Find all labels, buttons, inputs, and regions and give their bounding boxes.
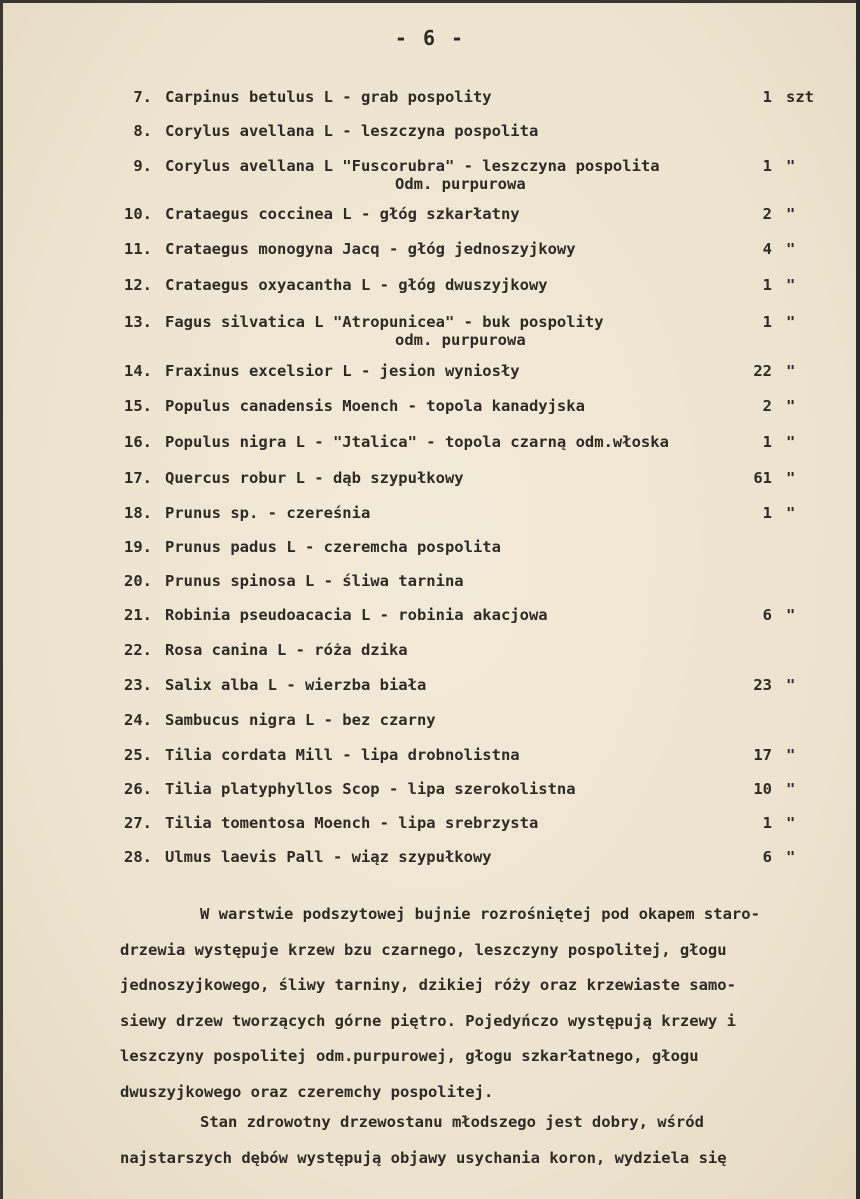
- quantity-unit: ": [786, 397, 796, 415]
- species-row: [0, 676, 860, 710]
- page-number: - 6 -: [394, 26, 466, 50]
- species-row: [0, 711, 860, 745]
- row-number: 11.: [124, 240, 152, 258]
- species-row: [0, 205, 860, 239]
- row-number: 18.: [124, 504, 152, 522]
- species-row: [0, 746, 860, 780]
- quantity-unit: ": [786, 240, 796, 258]
- quantity-unit: ": [786, 746, 796, 764]
- row-number: 20.: [124, 572, 152, 590]
- paragraph-line: jednoszyjkowego, śliwy tarniny, dzikiej róży oraz krzewiaste samo-: [120, 976, 736, 994]
- species-row: [0, 122, 860, 156]
- species-row: [0, 606, 860, 640]
- row-number: 16.: [124, 433, 152, 451]
- species-quantity: 2: [762, 205, 772, 223]
- species-row: [0, 848, 860, 882]
- species-name: Carpinus betulus L - grab pospolity: [165, 88, 492, 106]
- species-name: Fraxinus excelsior L - jesion wyniosły: [165, 362, 520, 380]
- species-row: [0, 504, 860, 538]
- species-row: [0, 572, 860, 606]
- species-quantity: 17: [753, 746, 772, 764]
- quantity-unit: szt: [786, 88, 814, 106]
- row-number: 10.: [124, 205, 152, 223]
- species-quantity: 2: [762, 397, 772, 415]
- species-name: Crataegus coccinea L - głóg szkarłatny: [165, 205, 520, 223]
- species-quantity: 1: [762, 504, 772, 522]
- species-quantity: 10: [753, 780, 772, 798]
- species-row: [0, 433, 860, 467]
- species-row: [0, 157, 860, 191]
- species-name: Corylus avellana L - leszczyna pospolita: [165, 122, 539, 140]
- paragraph-health: [120, 1108, 820, 1179]
- species-name: Prunus sp. - czereśnia: [165, 504, 371, 522]
- species-name: Populus canadensis Moench - topola kanadyjska: [165, 397, 585, 415]
- quantity-unit: ": [786, 313, 796, 331]
- row-number: 15.: [124, 397, 152, 415]
- species-name: Prunus spinosa L - śliwa tarnina: [165, 572, 464, 590]
- species-row: [0, 538, 860, 572]
- paragraph-understory: [120, 900, 820, 1113]
- row-number: 25.: [124, 746, 152, 764]
- species-quantity: 1: [762, 814, 772, 832]
- species-row: [0, 814, 860, 848]
- row-number: 22.: [124, 641, 152, 659]
- species-row: [0, 469, 860, 503]
- species-row: [0, 313, 860, 347]
- species-name: Prunus padus L - czeremcha pospolita: [165, 538, 501, 556]
- row-number: 28.: [124, 848, 152, 866]
- paragraph-line: drzewia występuje krzew bzu czarnego, leszczyny pospolitej, głogu: [120, 940, 727, 959]
- paragraph-line: najstarszych dębów występują objawy usychania koron, wydziela się: [120, 1148, 727, 1167]
- species-name: Salix alba L - wierzba biała: [165, 676, 427, 694]
- row-number: 7.: [133, 88, 152, 106]
- quantity-unit: ": [786, 205, 796, 223]
- species-name: Rosa canina L - róża dzika: [165, 641, 408, 659]
- species-quantity: 1: [762, 157, 772, 175]
- species-variety: Odm. purpurowa: [395, 175, 526, 193]
- quantity-unit: ": [786, 157, 796, 175]
- row-number: 14.: [124, 362, 152, 380]
- paragraph-line: W warstwie podszytowej bujnie rozrośniętej pod okapem staro-: [200, 905, 760, 923]
- species-variety: odm. purpurowa: [395, 331, 526, 349]
- species-quantity: 1: [762, 88, 772, 106]
- quantity-unit: ": [786, 504, 796, 522]
- quantity-unit: ": [786, 780, 796, 798]
- species-quantity: 1: [762, 433, 772, 451]
- quantity-unit: ": [786, 433, 796, 451]
- species-row: [0, 397, 860, 431]
- row-number: 27.: [124, 814, 152, 832]
- row-number: 23.: [124, 676, 152, 694]
- species-name: Ulmus laevis Pall - wiąz szypułkowy: [165, 848, 492, 866]
- species-name: Tilia platyphyllos Scop - lipa szerokolistna: [165, 780, 576, 798]
- quantity-unit: ": [786, 848, 796, 866]
- species-name: Populus nigra L - "Jtalica" - topola czarną odm.włoska: [165, 433, 669, 451]
- paragraph-line: leszczyny pospolitej odm.purpurowej, głogu szkarłatnego, głogu: [120, 1047, 699, 1065]
- species-quantity: 1: [762, 276, 772, 294]
- species-name: Tilia cordata Mill - lipa drobnolistna: [165, 746, 520, 764]
- row-number: 12.: [124, 276, 152, 294]
- species-name: Quercus robur L - dąb szypułkowy: [165, 469, 464, 487]
- species-quantity: 4: [762, 240, 772, 258]
- species-quantity: 6: [762, 848, 772, 866]
- species-name: Corylus avellana L "Fuscorubra" - leszczyna pospolita: [165, 157, 660, 175]
- species-row: [0, 88, 860, 122]
- species-name: Crataegus monogyna Jacq - głóg jednoszyjkowy: [165, 240, 576, 258]
- paragraph-line: Stan zdrowotny drzewostanu młodszego jest dobry, wśród: [200, 1113, 704, 1131]
- row-number: 19.: [124, 538, 152, 556]
- row-number: 13.: [124, 313, 152, 331]
- species-quantity: 1: [762, 313, 772, 331]
- species-row: [0, 240, 860, 274]
- scan-edge-top: [0, 0, 860, 3]
- quantity-unit: ": [786, 676, 796, 694]
- row-number: 8.: [133, 122, 152, 140]
- quantity-unit: ": [786, 362, 796, 380]
- species-row: [0, 641, 860, 675]
- quantity-unit: ": [786, 606, 796, 624]
- row-number: 26.: [124, 780, 152, 798]
- species-quantity: 61: [753, 469, 772, 487]
- quantity-unit: ": [786, 276, 796, 294]
- quantity-unit: ": [786, 469, 796, 487]
- row-number: 17.: [124, 469, 152, 487]
- species-row: [0, 362, 860, 396]
- row-number: 21.: [124, 606, 152, 624]
- paragraph-line: siewy drzew tworzących górne piętro. Pojedyńczo występują krzewy i: [120, 1011, 736, 1030]
- species-row: [0, 780, 860, 814]
- species-quantity: 6: [762, 606, 772, 624]
- species-quantity: 23: [753, 676, 772, 694]
- species-name: Fagus silvatica L "Atropunicea" - buk pospolity: [165, 313, 604, 331]
- paragraph-line: dwuszyjkowego oraz czeremchy pospolitej.: [120, 1082, 494, 1101]
- row-number: 24.: [124, 711, 152, 729]
- species-row: [0, 276, 860, 310]
- quantity-unit: ": [786, 814, 796, 832]
- species-quantity: 22: [753, 362, 772, 380]
- species-name: Robinia pseudoacacia L - robinia akacjowa: [165, 606, 548, 624]
- species-name: Sambucus nigra L - bez czarny: [165, 711, 436, 729]
- row-number: 9.: [133, 157, 152, 175]
- species-name: Crataegus oxyacantha L - głóg dwuszyjkowy: [165, 276, 548, 294]
- species-name: Tilia tomentosa Moench - lipa srebrzysta: [165, 814, 539, 832]
